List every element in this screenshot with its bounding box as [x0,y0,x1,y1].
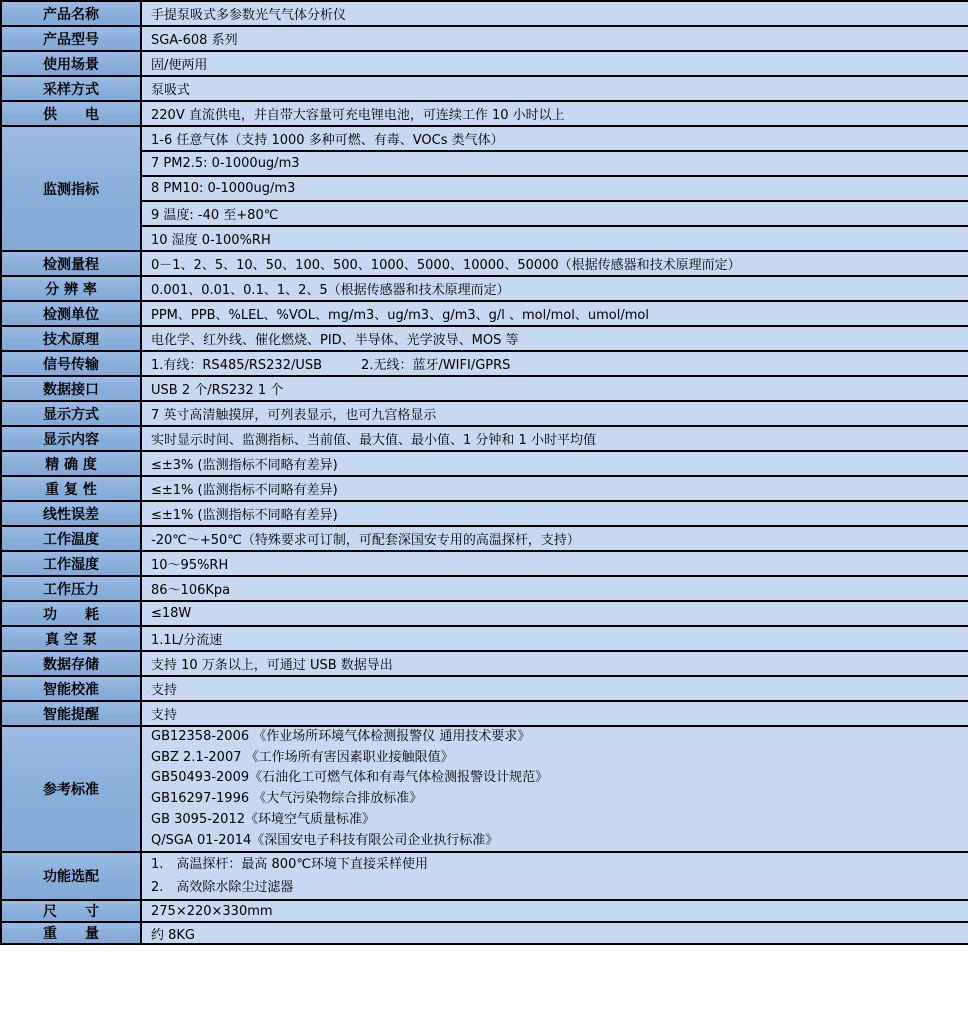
spec-value-sampling-method: 泵吸式 [141,76,968,101]
spec-label-product-model: 产品型号 [1,26,141,51]
spec-value-display-content: 实时显示时间、监测指标、当前值、最大值、最小值、1 分钟和 1 小时平均值 [141,426,968,451]
spec-row-working-humidity [1,551,968,576]
optional-function-item: 1. 高温探杆：最高 800℃环境下直接采样使用 [151,857,428,873]
spec-label-dimensions: 尺 寸 [1,900,141,922]
spec-value-vacuum-pump: 1.1L/分流速 [141,626,968,651]
spec-row-dimensions [1,900,968,922]
spec-label-working-humidity: 工作湿度 [1,551,141,576]
reference-standard-item: GBZ 2.1-2007 《工作场所有害因素职业接触限值》 [151,749,454,765]
spec-value-usage-scenario: 固/便两用 [141,51,968,76]
spec-value-detection-range: 0－1、2、5、10、50、100、500、1000、5000、10000、50000（根据传感器和技术原理而定） [141,251,968,276]
reference-standard-item: GB50493-2009《石油化工可燃气体和有毒气体检测报警设计规范》 [151,770,549,786]
spec-row-detection-unit [1,301,968,326]
spec-value-working-pressure: 86～106Kpa [141,576,968,601]
spec-label-data-interface: 数据接口 [1,376,141,401]
spec-row-display-content [1,426,968,451]
spec-label-usage-scenario: 使用场景 [1,51,141,76]
spec-label-optional-functions: 功能选配 [1,852,141,900]
spec-label-accuracy: 精 确 度 [1,451,141,476]
spec-label-smart-reminder: 智能提醒 [1,701,141,726]
spec-value-smart-calibration: 支持 [141,676,968,701]
spec-row-accuracy [1,451,968,476]
reference-standard-item: GB16297-1996 《大气污染物综合排放标准》 [151,791,423,807]
spec-row-product-name [1,1,968,26]
spec-row-reference-standards [1,726,968,852]
spec-row-monitoring-indicators [1,226,968,251]
spec-value-power-consumption: ≤18W [141,601,968,626]
spec-value-monitoring-indicator-4: 9 温度: -40 至+80℃ [141,201,968,226]
spec-value-optional-functions [141,852,968,900]
spec-label-data-storage: 数据存储 [1,651,141,676]
spec-label-repeatability: 重 复 性 [1,476,141,501]
reference-standard-item: GB 3095-2012《环境空气质量标准》 [151,811,375,827]
spec-value-resolution: 0.001、0.01、0.1、1、2、5（根据传感器和技术原理而定） [141,276,968,301]
spec-value-data-storage: 支持 10 万条以上，可通过 USB 数据导出 [141,651,968,676]
spec-value-product-name: 手提泵吸式多参数光气气体分析仪 [141,1,968,26]
spec-value-monitoring-indicator-1: 1-6 任意气体（支持 1000 多种可燃、有毒、VOCs 类气体） [141,126,968,151]
spec-value-linearity-error: ≤±1% (监测指标不同略有差异) [141,501,968,526]
spec-row-linearity-error [1,501,968,526]
spec-label-resolution: 分 辨 率 [1,276,141,301]
spec-row-monitoring-indicators [1,176,968,201]
spec-label-technical-principle: 技术原理 [1,326,141,351]
spec-value-accuracy: ≤±3% (监测指标不同略有差异) [141,451,968,476]
spec-row-smart-reminder [1,701,968,726]
spec-label-vacuum-pump: 真 空 泵 [1,626,141,651]
spec-row-power-supply [1,101,968,126]
spec-value-monitoring-indicator-3: 8 PM10: 0-1000ug/m3 [141,176,968,201]
spec-value-dimensions: 275×220×330mm [141,900,968,922]
spec-row-data-storage [1,651,968,676]
spec-label-display-content: 显示内容 [1,426,141,451]
spec-value-display-mode: 7 英寸高清触摸屏，可列表显示，也可九宫格显示 [141,401,968,426]
spec-label-monitoring-indicators: 监测指标 [1,126,141,251]
spec-label-display-mode: 显示方式 [1,401,141,426]
spec-row-power-consumption [1,601,968,626]
spec-label-linearity-error: 线性误差 [1,501,141,526]
spec-row-smart-calibration [1,676,968,701]
spec-value-detection-unit: PPM、PPB、%LEL、%VOL、mg/m3、ug/m3、g/m3、g/l 、mol/mol、umol/mol [141,301,968,326]
spec-row-monitoring-indicators [1,201,968,226]
spec-value-weight: 约 8KG [141,922,968,944]
spec-value-product-model: SGA-608 系列 [141,26,968,51]
spec-label-smart-calibration: 智能校准 [1,676,141,701]
spec-value-smart-reminder: 支持 [141,701,968,726]
spec-label-power-supply: 供 电 [1,101,141,126]
spec-row-detection-range [1,251,968,276]
spec-row-weight [1,922,968,944]
spec-value-reference-standards [141,726,968,852]
spec-row-resolution [1,276,968,301]
spec-label-power-consumption: 功 耗 [1,601,141,626]
spec-row-monitoring-indicators [1,126,968,151]
spec-row-monitoring-indicators [1,151,968,176]
spec-value-monitoring-indicator-5: 10 湿度 0-100%RH [141,226,968,251]
spec-label-sampling-method: 采样方式 [1,76,141,101]
spec-label-weight: 重 量 [1,922,141,944]
spec-label-signal-transmission: 信号传输 [1,351,141,376]
spec-row-technical-principle [1,326,968,351]
spec-value-power-supply: 220V 直流供电，并自带大容量可充电锂电池，可连续工作 10 小时以上 [141,101,968,126]
spec-label-working-pressure: 工作压力 [1,576,141,601]
spec-value-working-humidity: 10～95%RH [141,551,968,576]
reference-standard-item: Q/SGA 01-2014《深国安电子科技有限公司企业执行标准》 [151,832,499,848]
spec-row-working-pressure [1,576,968,601]
spec-value-technical-principle: 电化学、红外线、催化燃烧、PID、半导体、光学波导、MOS 等 [141,326,968,351]
spec-label-product-name: 产品名称 [1,1,141,26]
spec-row-product-model [1,26,968,51]
spec-label-detection-unit: 检测单位 [1,301,141,326]
spec-row-data-interface [1,376,968,401]
spec-row-sampling-method [1,76,968,101]
spec-value-data-interface: USB 2 个/RS232 1 个 [141,376,968,401]
spec-row-vacuum-pump [1,626,968,651]
reference-standard-item: GB12358-2006 《作业场所环境气体检测报警仪 通用技术要求》 [151,729,531,744]
spec-row-usage-scenario [1,51,968,76]
spec-label-working-temperature: 工作温度 [1,526,141,551]
spec-row-repeatability [1,476,968,501]
spec-row-working-temperature [1,526,968,551]
spec-row-optional-functions [1,852,968,900]
spec-value-monitoring-indicator-2: 7 PM2.5: 0-1000ug/m3 [141,151,968,176]
spec-row-display-mode [1,401,968,426]
spec-value-repeatability: ≤±1% (监测指标不同略有差异) [141,476,968,501]
spec-label-detection-range: 检测量程 [1,251,141,276]
spec-value-working-temperature: -20℃～+50℃（特殊要求可订制，可配套深国安专用的高温探杆，支持） [141,526,968,551]
spec-value-signal-transmission: 1.有线：RS485/RS232/USB 2.无线：蓝牙/WIFI/GPRS [141,351,968,376]
spec-label-reference-standards: 参考标准 [1,726,141,852]
spec-row-signal-transmission [1,351,968,376]
optional-function-item: 2. 高效除水除尘过滤器 [151,880,294,896]
